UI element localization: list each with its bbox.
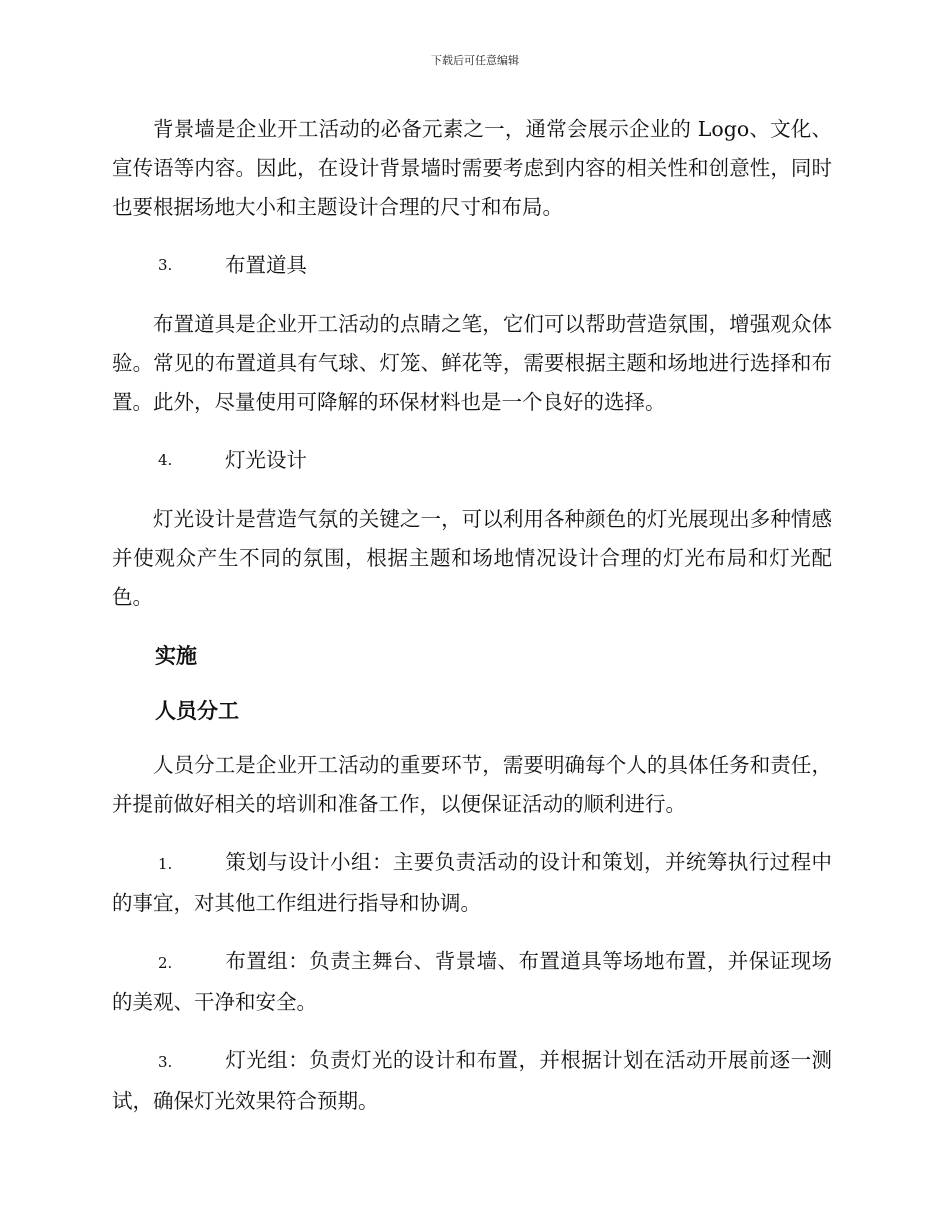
section-heading-lighting [112, 441, 832, 480]
document-body [112, 110, 832, 1140]
paragraph-lighting: 灯光设计是营造气氛的关键之一，可以利用各种颜色的灯光展现出多种情感并使观众产生不同的氛围，根据主题和场地情况设计合理的灯光布局和灯光配色。 [112, 507, 832, 609]
page-header: 下载后可任意编辑 [431, 54, 519, 67]
list-item [112, 942, 832, 1022]
list-item-number: 2. [158, 954, 173, 972]
list-item-text: 布置组：负责主舞台、背景墙、布置道具等场地布置，并保证现场的美观、干净和安全。 [112, 949, 832, 1014]
heading-implementation: 实施 [155, 643, 197, 668]
section-title: 布置道具 [225, 253, 307, 277]
list-item-number: 1. [158, 855, 173, 873]
paragraph-background-wall: 背景墙是企业开工活动的必备元素之一，通常会展示企业的 Logo、文化、宣传语等内容。因此，在设计背景墙时需要考虑到内容的相关性和创意性，同时也要根据场地大小和主题设计合理的尺寸和布局。 [112, 117, 832, 219]
list-item-text: 灯光组：负责灯光的设计和布置，并根据计划在活动开展前逐一测试，确保灯光效果符合预期。 [112, 1048, 832, 1113]
list-item [112, 1041, 832, 1121]
heading-staff-division: 人员分工 [155, 698, 239, 723]
list-item-text: 策划与设计小组：主要负责活动的设计和策划，并统筹执行过程中的事宜，对其他工作组进行指导和协调。 [112, 850, 832, 915]
list-item [112, 843, 832, 923]
paragraph-staff-division: 人员分工是企业开工活动的重要环节，需要明确每个人的具体任务和责任，并提前做好相关的培训和准备工作，以便保证活动的顺利进行。 [112, 753, 832, 816]
section-title: 灯光设计 [225, 448, 307, 472]
section-heading-props [112, 246, 832, 285]
paragraph-props: 布置道具是企业开工活动的点睛之笔，它们可以帮助营造氛围，增强观众体验。常见的布置道具有气球、灯笼、鲜花等，需要根据主题和场地进行选择和布置。此外，尽量使用可降解的环保材料也是一个良好的选择。 [112, 312, 832, 414]
list-item-number: 3. [158, 1053, 173, 1071]
section-number: 4. [158, 451, 173, 469]
section-number: 3. [158, 256, 173, 274]
